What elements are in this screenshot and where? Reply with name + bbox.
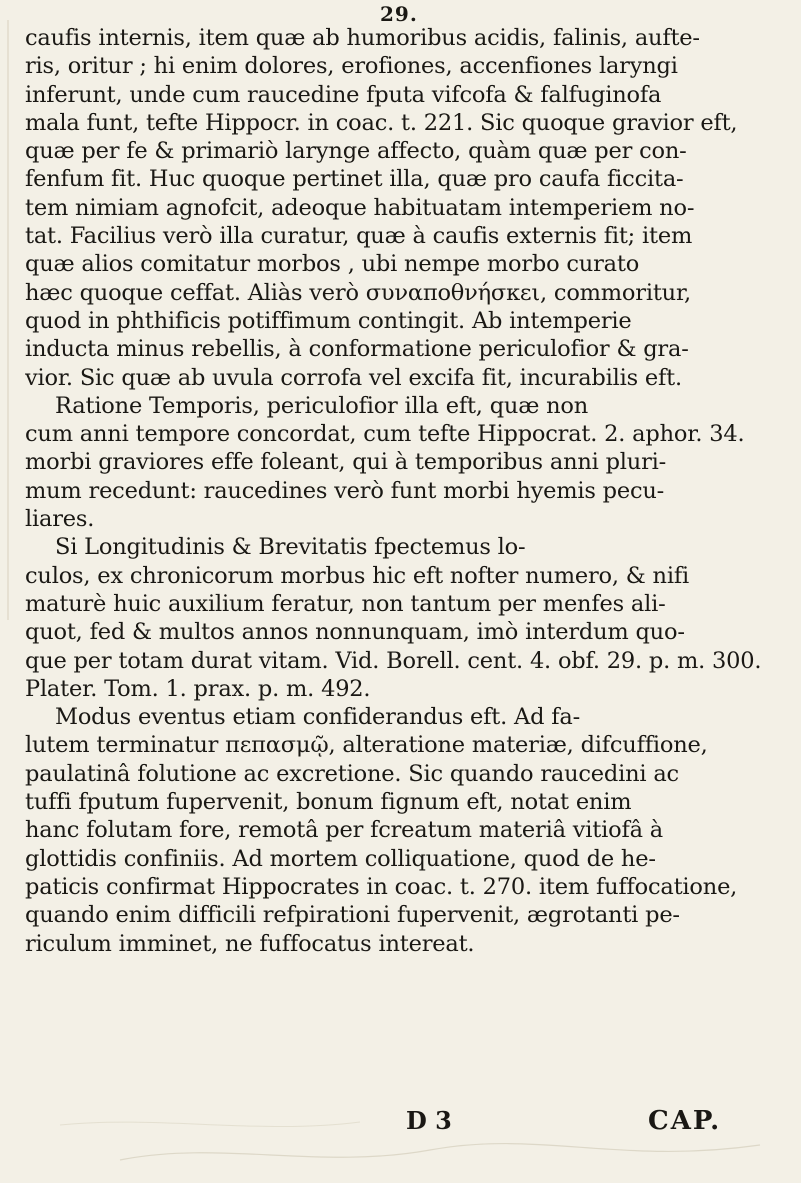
text-line: inducta minus rebellis, à conformatione periculofior & gra- — [25, 336, 689, 363]
text-line: inferunt, unde cum raucedine fputa vifcofa & falfuginofa — [25, 81, 662, 108]
text-line: liares. — [25, 506, 95, 533]
text-line: glottidis confiniis. Ad mortem colliquatione, quod de he- — [25, 845, 656, 872]
catchword: CAP. — [648, 1106, 722, 1136]
text-line: caufis internis, item quæ ab humoribus acidis, falinis, aufte- — [25, 25, 700, 51]
text-line: maturè huic auxilium feratur, non tantum per menfes ali- — [25, 590, 666, 617]
text-line: ris, oritur ; hi enim dolores, erofiones, accenfiones laryngi — [25, 53, 678, 80]
text-line: hæc quoque ceffat. Aliàs verò συναποθνήσκει, commoritur, — [25, 279, 691, 306]
text-line: mum recedunt: raucedines verò funt morbi hyemis pecu- — [25, 477, 665, 504]
text-line: culos, ex chronicorum morbus hic eft nofter numero, & nifi — [25, 562, 689, 589]
text-line: lutem terminatur πεπασμῷ, alteratione materiæ, difcuffione, — [25, 732, 708, 759]
text-line: quæ per fe & primariò larynge affecto, quàm quæ per con- — [25, 138, 687, 165]
paragraph-start-line: Si Longitudinis & Brevitatis fpectemus lo- — [55, 534, 526, 561]
text-line: paticis confirmat Hippocrates in coac. t. 270. item fuffocatione, — [25, 873, 738, 900]
signature-mark: D 3 — [406, 1106, 452, 1135]
text-line: Plater. Tom. 1. prax. p. m. 492. — [25, 675, 371, 702]
text-line: tat. Facilius verò illa curatur, quæ à caufis externis fit; item — [25, 223, 693, 250]
page-number: 29. — [380, 2, 418, 26]
text-line: morbi graviores effe foleant, qui à temporibus anni pluri- — [25, 449, 667, 476]
text-line: mala funt, tefte Hippocr. in coac. t. 221. Sic quoque gravior eft, — [25, 109, 738, 136]
text-line: que per totam durat vitam. Vid. Borell. cent. 4. obf. 29. p. m. 300. — [25, 647, 762, 674]
page-footer — [0, 1106, 801, 1150]
text-line: quot, fed & multos annos nonnunquam, imò interdum quo- — [25, 619, 685, 646]
text-line: paulatinâ folutione ac excretione. Sic quando raucedini ac — [25, 760, 679, 787]
text-line: quod in phthificis potiffimum contingit. Ab intemperie — [25, 307, 632, 334]
body-text — [25, 24, 785, 958]
text-line: tem nimiam agnofcit, adeoque habituatam intemperiem no- — [25, 194, 695, 221]
text-line: quæ alios comitatur morbos , ubi nempe morbo curato — [25, 251, 640, 278]
paragraph-start-line: Ratione Temporis, periculofior illa eft, quæ non — [55, 392, 589, 419]
paragraph-start-line: Modus eventus etiam confiderandus eft. Ad fa- — [55, 704, 580, 731]
text-line: quando enim difficili refpirationi fupervenit, ægrotanti pe- — [25, 902, 680, 929]
text-line: cum anni tempore concordat, cum tefte Hippocrat. 2. aphor. 34. — [25, 421, 745, 448]
text-line: vior. Sic quæ ab uvula corrofa vel excifa fit, incurabilis eft. — [25, 364, 682, 391]
text-line: hanc folutam fore, remotâ per fcreatum materiâ vitiofâ à — [25, 817, 663, 844]
text-line: riculum imminet, ne fuffocatus intereat. — [25, 930, 475, 957]
text-line: fenfum fit. Huc quoque pertinet illa, quæ pro caufa ficcita- — [25, 166, 684, 193]
text-line: tuffi fputum fupervenit, bonum fignum eft, notat enim — [25, 789, 632, 816]
